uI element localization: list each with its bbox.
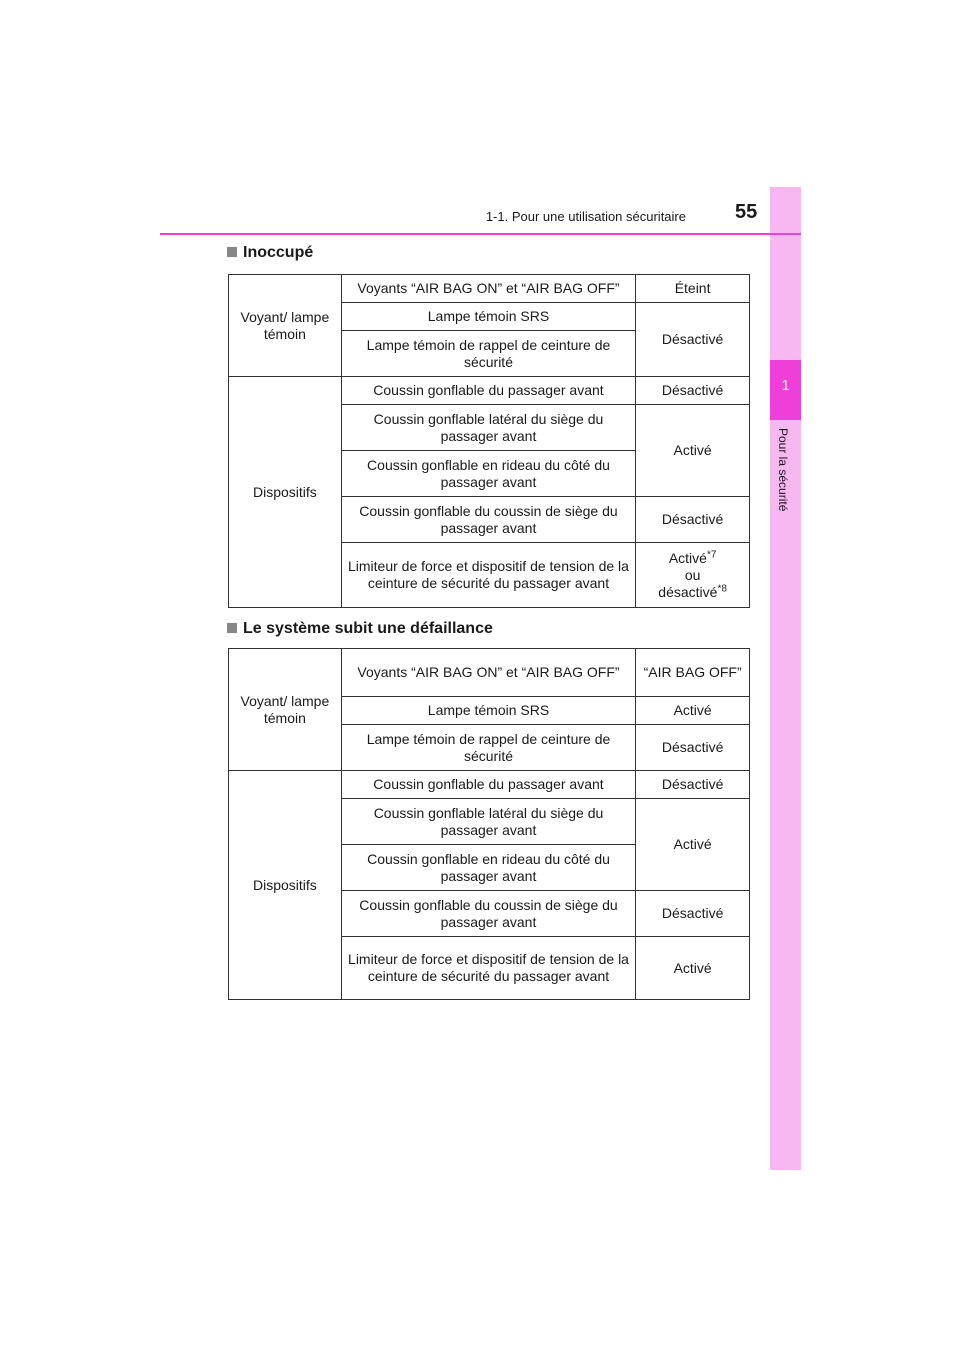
- square-bullet-icon: [227, 623, 237, 633]
- group-cell: Dispositifs: [229, 377, 342, 608]
- group-cell: Voyant/ lampe témoin: [229, 275, 342, 377]
- table-row: [229, 275, 750, 303]
- state-cell: Désactivé: [636, 303, 750, 377]
- state-cell: Activé: [636, 405, 750, 497]
- section-title-text: Inoccupé: [243, 244, 314, 261]
- table-row: [229, 771, 750, 799]
- section-title-text: Le système subit une défaillance: [243, 620, 493, 637]
- item-cell: Coussin gonflable du passager avant: [341, 771, 636, 799]
- side-tab: [770, 187, 801, 1170]
- state-cell: Désactivé: [636, 771, 750, 799]
- table-row: [229, 649, 750, 697]
- item-cell: Lampe témoin SRS: [341, 303, 635, 331]
- status-table-defaillance: [228, 648, 750, 1000]
- table-row: [229, 377, 750, 405]
- state-cell: Activé: [636, 937, 750, 1000]
- state-text: désactivé: [658, 583, 718, 600]
- header-rule: [160, 233, 801, 235]
- item-cell: Coussin gonflable latéral du siège du passager avant: [341, 405, 635, 451]
- footnote-ref: *7: [706, 548, 717, 560]
- item-cell: Coussin gonflable en rideau du côté du passager avant: [341, 451, 635, 497]
- state-cell: Désactivé: [636, 891, 750, 937]
- item-cell: Coussin gonflable du coussin de siège du passager avant: [341, 497, 635, 543]
- state-cell: [636, 543, 750, 608]
- page-number: 55: [735, 201, 758, 223]
- item-cell: Voyants “AIR BAG ON” et “AIR BAG OFF”: [341, 275, 635, 303]
- item-cell: Voyants “AIR BAG ON” et “AIR BAG OFF”: [341, 649, 636, 697]
- state-cell: Désactivé: [636, 725, 750, 771]
- group-cell: Dispositifs: [229, 771, 342, 1000]
- item-cell: Coussin gonflable en rideau du côté du passager avant: [341, 845, 636, 891]
- section-title-defaillance: [227, 620, 493, 638]
- item-cell: Lampe témoin de rappel de ceinture de sécurité: [341, 725, 636, 771]
- item-cell: Limiteur de force et dispositif de tension de la ceinture de sécurité du passager avant: [341, 937, 636, 1000]
- item-cell: Limiteur de force et dispositif de tension de la ceinture de sécurité du passager avant: [341, 543, 635, 608]
- state-cell: Activé: [636, 697, 750, 725]
- item-cell: Coussin gonflable du passager avant: [341, 377, 635, 405]
- state-cell: Désactivé: [636, 497, 750, 543]
- state-cell: “AIR BAG OFF”: [636, 649, 750, 697]
- section-header: 1-1. Pour une utilisation sécuritaire: [485, 209, 686, 224]
- group-cell: Voyant/ lampe témoin: [229, 649, 342, 771]
- item-cell: Lampe témoin SRS: [341, 697, 636, 725]
- item-cell: Coussin gonflable latéral du siège du passager avant: [341, 799, 636, 845]
- side-tab-number: 1: [781, 377, 790, 394]
- state-text: Activé: [668, 549, 707, 566]
- state-cell: Désactivé: [636, 377, 750, 405]
- state-text: ou: [684, 566, 701, 583]
- side-tab-label: Pour la sécurité: [776, 428, 790, 512]
- status-table-inoccupe: [228, 274, 750, 608]
- state-cell: Activé: [636, 799, 750, 891]
- item-cell: Lampe témoin de rappel de ceinture de sécurité: [341, 331, 635, 377]
- section-title-inoccupe: [227, 244, 313, 262]
- state-cell: Éteint: [636, 275, 750, 303]
- square-bullet-icon: [227, 247, 237, 257]
- item-cell: Coussin gonflable du coussin de siège du passager avant: [341, 891, 636, 937]
- footnote-ref: *8: [717, 582, 727, 594]
